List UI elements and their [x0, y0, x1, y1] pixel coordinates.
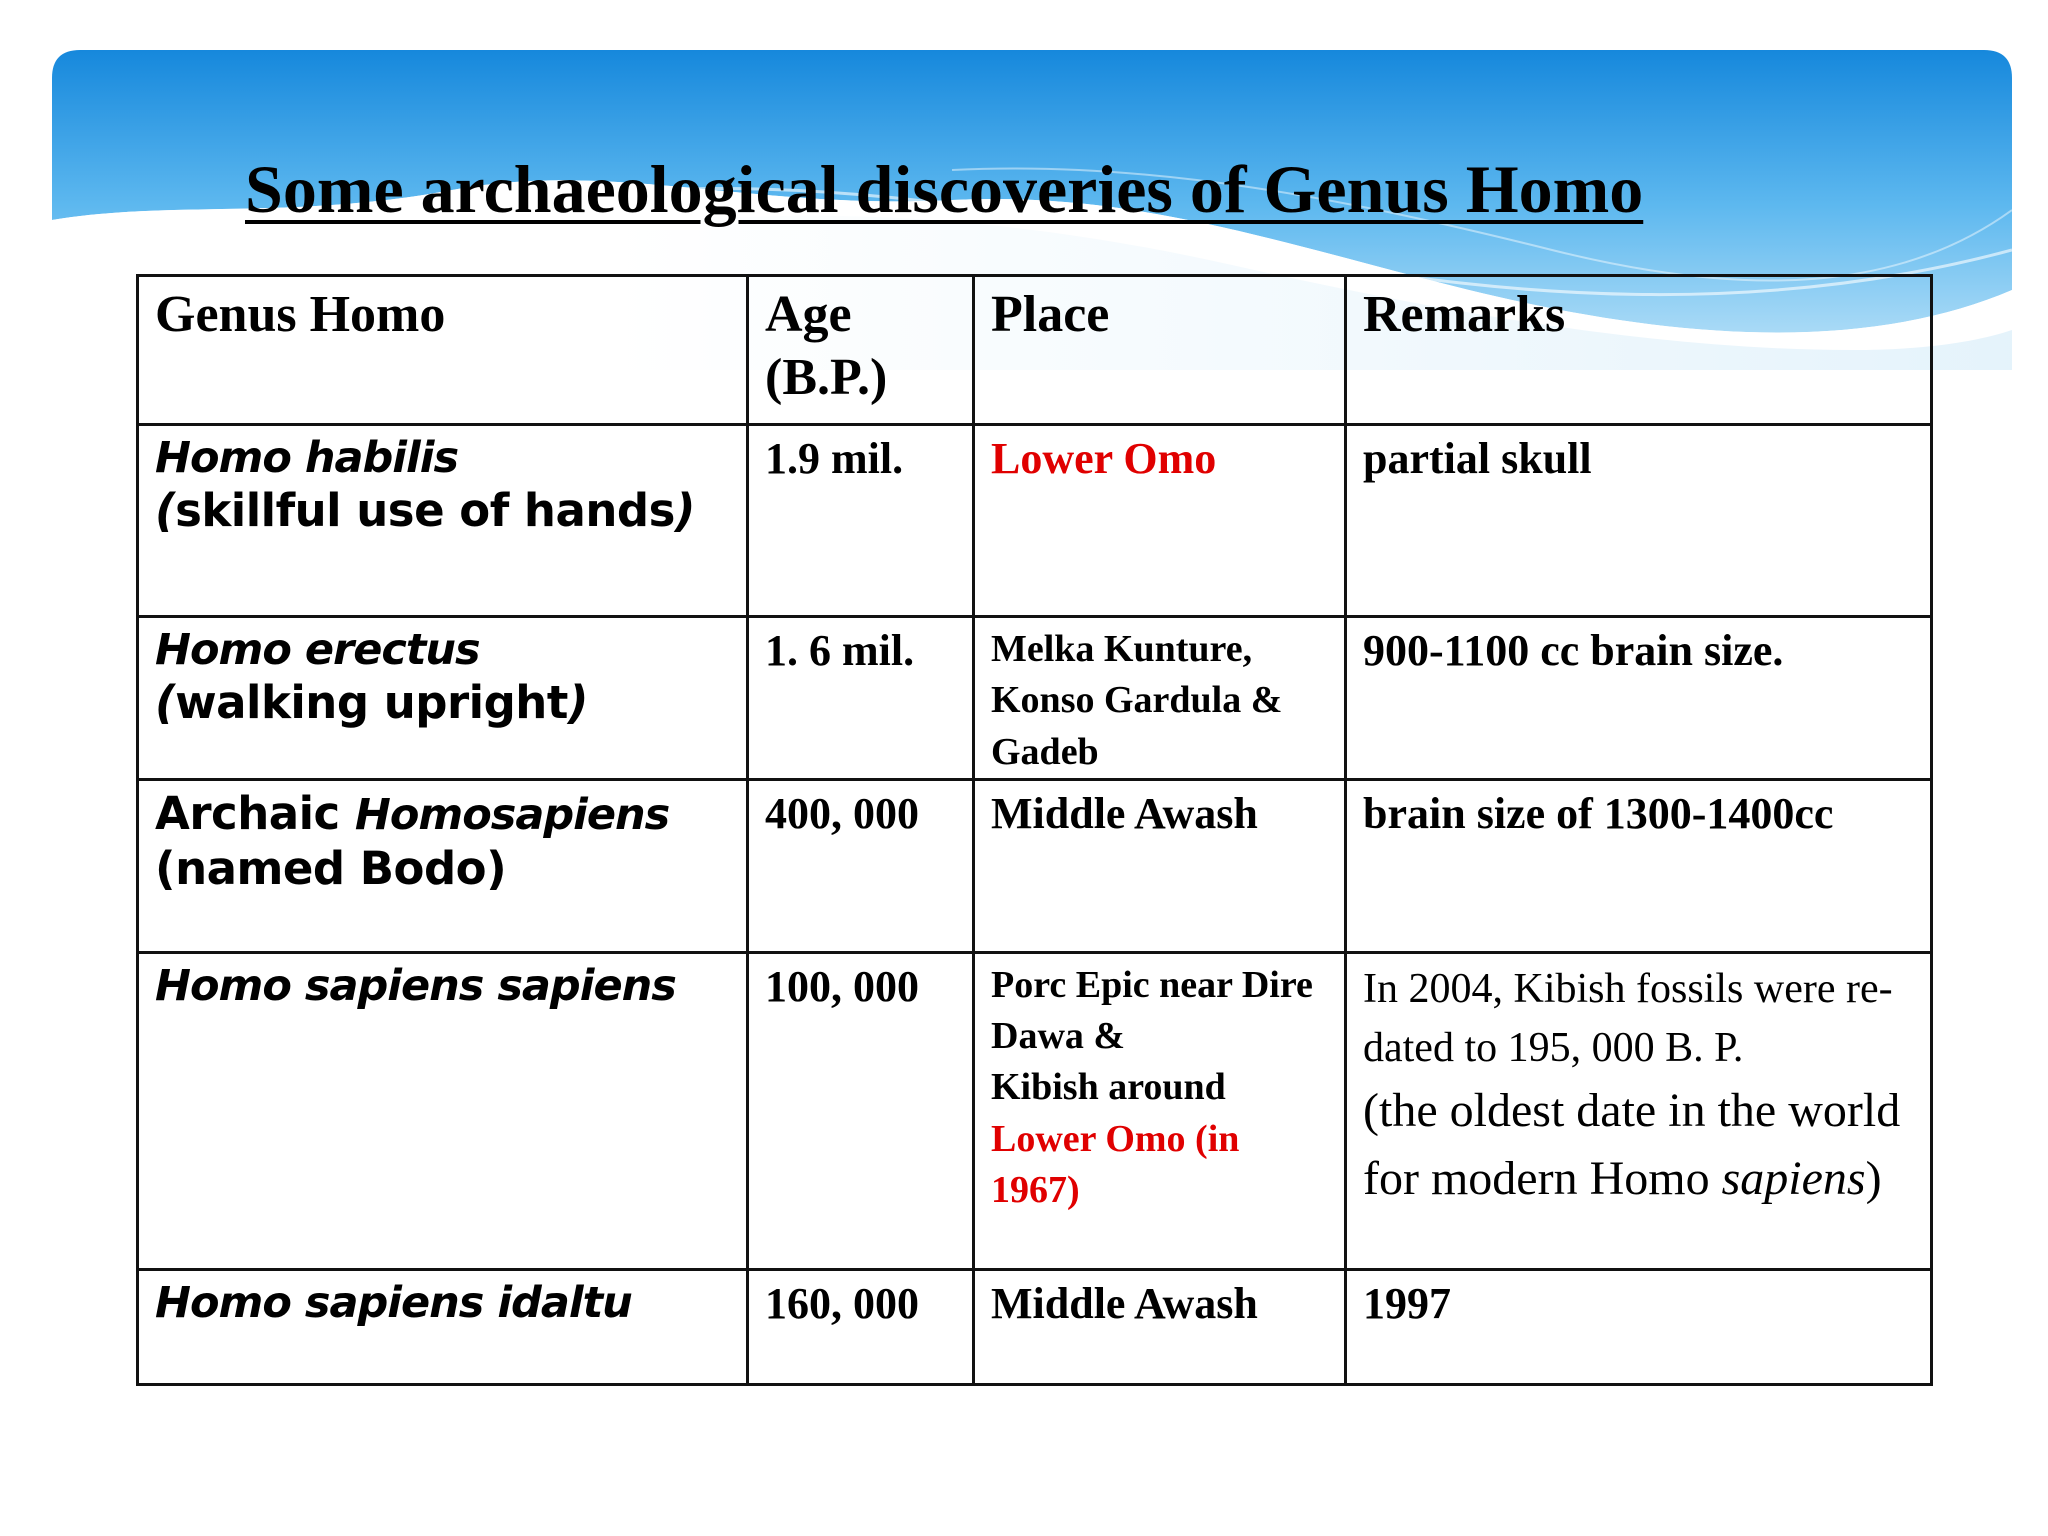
remarks-cell: In 2004, Kibish fossils were re-dated to 195, 000 B. P. (the oldest date in the world for modern Homo sapiens) [1346, 952, 1932, 1269]
genus-cell [138, 952, 748, 1269]
table-row [138, 952, 1932, 1269]
table-row [138, 779, 1932, 952]
discoveries-table [136, 274, 1933, 1386]
species-name: Homo sapiens idaltu [155, 1277, 632, 1328]
table-row [138, 617, 1932, 780]
table-header-row [138, 276, 1932, 425]
species-note: (skillful use of hands) [155, 484, 695, 538]
table-row [138, 1269, 1932, 1384]
age-cell: 400, 000 [748, 779, 974, 952]
remarks-cell: 1997 [1346, 1269, 1932, 1384]
place-cell: Lower Omo [974, 425, 1346, 617]
remarks-cell: 900-1100 cc brain size. [1346, 617, 1932, 780]
age-cell: 1.9 mil. [748, 425, 974, 617]
species-note: (named Bodo) [155, 841, 507, 895]
age-cell: 160, 000 [748, 1269, 974, 1384]
remarks-cell: brain size of 1300-1400cc [1346, 779, 1932, 952]
header-genus-homo: Genus Homo [138, 276, 748, 425]
table-row [138, 425, 1932, 617]
age-cell: 100, 000 [748, 952, 974, 1269]
species-name: Homo sapiens sapiens [155, 960, 676, 1011]
species-name-prefix: Archaic [155, 786, 355, 840]
place-cell: Middle Awash [974, 1269, 1346, 1384]
genus-cell [138, 1269, 748, 1384]
slide-title: Some archaeological discoveries of Genus Homo [245, 151, 1644, 227]
species-name: Homo habilis [155, 433, 459, 483]
header-age: Age (B.P.) [748, 276, 974, 425]
place-cell: Porc Epic near Dire Dawa & Kibish around Lower Omo (in 1967) [974, 952, 1346, 1269]
age-cell: 1. 6 mil. [748, 617, 974, 780]
place-cell: Middle Awash [974, 779, 1346, 952]
species-name: Homosapiens [354, 789, 670, 840]
header-place: Place [974, 276, 1346, 425]
header-remarks: Remarks [1346, 276, 1932, 425]
species-note: (walking upright) [155, 676, 588, 730]
remarks-cell: partial skull [1346, 425, 1932, 617]
place-cell: Melka Kunture, Konso Gardula & Gadeb [974, 617, 1346, 780]
genus-cell [138, 425, 748, 617]
genus-cell [138, 779, 748, 952]
genus-cell [138, 617, 748, 780]
species-name: Homo erectus [155, 625, 480, 675]
